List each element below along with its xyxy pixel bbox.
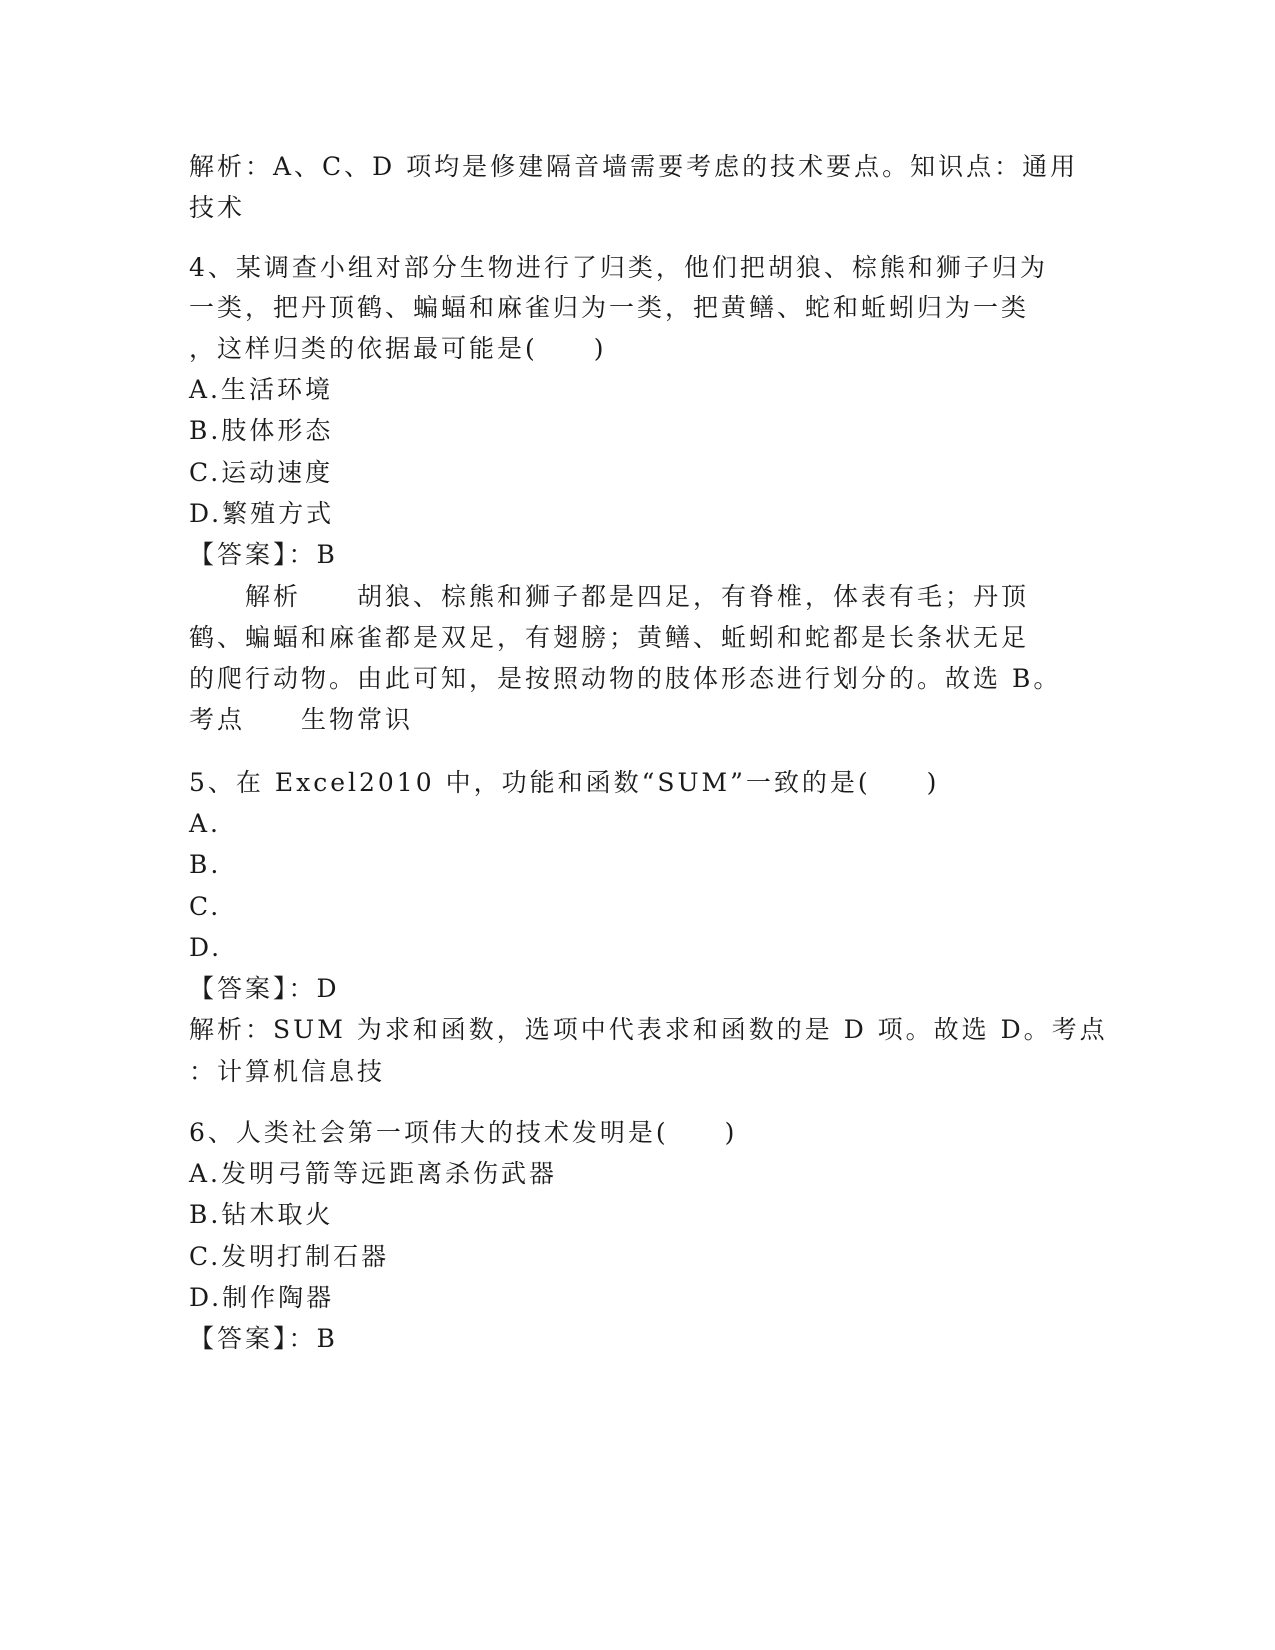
question-4-answer: 【答案】：B bbox=[189, 540, 338, 569]
question-6-option-c: C.发明打制石器 bbox=[189, 1242, 390, 1271]
question-4-analysis: 解析 胡狼、棕熊和狮子都是四足，有脊椎，体表有毛；丹顶 bbox=[189, 582, 1030, 611]
question-4-option-a: A.生活环境 bbox=[189, 375, 334, 404]
question-5-option-a: A. bbox=[189, 809, 222, 838]
question-5-answer: 【答案】：D bbox=[189, 974, 340, 1003]
question-4-option-b: B.肢体形态 bbox=[189, 416, 334, 445]
question-6-option-a: A.发明弓箭等远距离杀伤武器 bbox=[189, 1159, 558, 1188]
question-4-analysis: 的爬行动物。由此可知，是按照动物的肢体形态进行划分的。故选 B。 bbox=[189, 664, 1062, 693]
question-4-topic: 考点 生物常识 bbox=[189, 705, 414, 734]
question-5-option-d: D. bbox=[189, 933, 223, 962]
analysis-line: 解析：A、C、D 项均是修建隔音墙需要考虑的技术要点。知识点：通用 bbox=[189, 152, 1079, 181]
question-5-analysis: 解析：SUM 为求和函数，选项中代表求和函数的是 D 项。故选 D。考点 bbox=[189, 1015, 1108, 1044]
question-5-option-c: C. bbox=[189, 892, 222, 921]
question-4-analysis: 鹤、蝙蝠和麻雀都是双足，有翅膀；黄鳝、蚯蚓和蛇都是长条状无足 bbox=[189, 623, 1030, 652]
question-6-stem: 6、人类社会第一项伟大的技术发明是( ) bbox=[189, 1118, 738, 1147]
question-4-stem: 一类，把丹顶鹤、蝙蝠和麻雀归为一类，把黄鳝、蛇和蚯蚓归为一类 bbox=[189, 293, 1030, 322]
question-5-analysis: ：计算机信息技 bbox=[189, 1057, 386, 1086]
question-5-option-b: B. bbox=[189, 850, 222, 879]
question-6-option-d: D.制作陶器 bbox=[189, 1283, 335, 1312]
question-6-option-b: B.钻木取火 bbox=[189, 1200, 334, 1229]
question-6-answer: 【答案】：B bbox=[189, 1324, 338, 1353]
question-4-stem: 4、某调查小组对部分生物进行了归类，他们把胡狼、棕熊和狮子归为 bbox=[189, 253, 1048, 282]
question-4-option-d: D.繁殖方式 bbox=[189, 499, 335, 528]
question-4-stem: ，这样归类的依据最可能是( ) bbox=[189, 334, 607, 363]
question-5-stem: 5、在 Excel2010 中，功能和函数“SUM”一致的是( ) bbox=[189, 768, 940, 797]
analysis-line: 技术 bbox=[189, 193, 246, 222]
question-4-option-c: C.运动速度 bbox=[189, 458, 334, 487]
